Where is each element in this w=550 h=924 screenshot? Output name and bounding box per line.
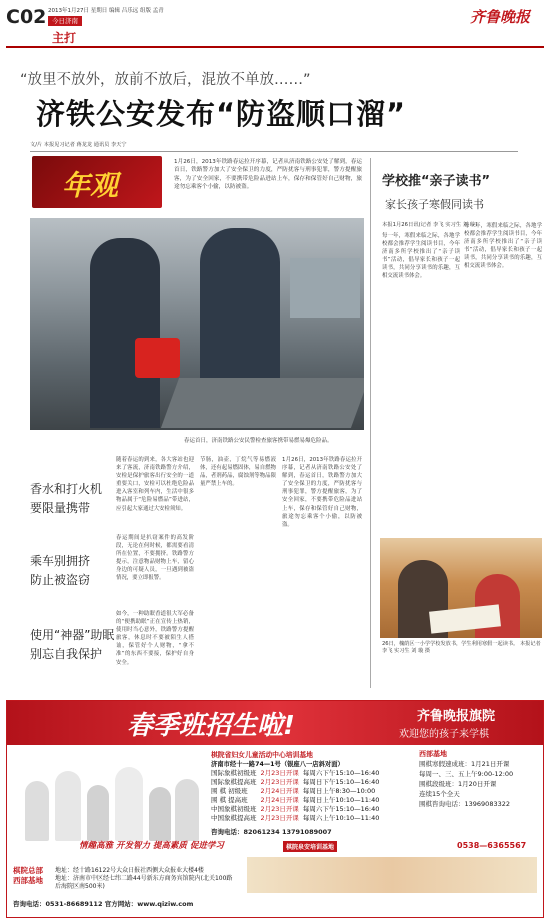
schedule-cell: 围 棋 提高班 <box>211 796 248 804</box>
right-text-2: 每一年，寒假来临之际，各地学校都会推荐学生阅读书目，今年济南多所学校推出了“亲子读书”活动，倡导家长和孩子一起读书，共同分享读书的乐趣，互相交流读书体会。 <box>464 223 542 270</box>
class-schedule <box>209 769 381 823</box>
schedule-cell: 每周日上午8:30—10:00 <box>302 787 376 795</box>
date-info: 2013年1月27日 星期日 编辑 吕乐远 组版 孟青 <box>48 8 164 14</box>
schedule-cell: 每周六上午10:10—11:40 <box>302 814 380 822</box>
schedule-cell: 2月23日开课 <box>260 769 299 777</box>
west-line: 围棋寒假速成班：1月21日开课 <box>419 760 510 768</box>
schedule-row <box>209 787 381 796</box>
officer-figure <box>90 238 160 428</box>
red-bucket <box>135 338 180 378</box>
section-tag: 今日济南 <box>48 16 82 26</box>
schedule-row <box>209 778 381 787</box>
ad-welcome: 欢迎您的孩子来学棋 <box>399 729 489 740</box>
schedule-row <box>209 769 381 778</box>
ad-phone: 咨询电话：82061234 13791089007 <box>211 828 332 836</box>
column-divider <box>370 158 371 688</box>
conveyor <box>161 378 364 428</box>
hq-label: 棋院总部 <box>13 866 43 875</box>
logo: 齐鲁晚报 <box>470 8 531 26</box>
schedule-cell: 国际象棋初级班 <box>211 769 257 777</box>
schedule-cell: 2月24日开课 <box>260 796 299 804</box>
col2-text: 节肠，油壶，丁烷气等易燃液体，还有起易燃固体，易自燃物品，者剂药品，腐蚀剂等物品限量严禁上车的。 <box>200 457 276 488</box>
schedule-cell: 每周六下午15:10—16:40 <box>302 769 380 777</box>
base-address: 济南市经十一路74—1号（银座八一店斜对面） <box>211 761 344 768</box>
section-title-2: 乘车别拥挤 防止被盗窃 <box>30 554 91 587</box>
section-text-3: 如今，一种助眠香道很大军必备的“便携助眠”正在宣传上热销，使用时当心意外，铁路警方提醒旅客，休息时不要被陌生人搭讪，保管好个人财物，“拿不准”的东西不要接，保护好自身安全。 <box>116 611 194 666</box>
schedule-cell: 中国象棋提高班 <box>211 814 257 822</box>
top-rule <box>6 46 544 48</box>
section-title-3: 使用“神器”助眠 别忘自我保护 <box>30 628 115 661</box>
schedule-cell: 2月23日开课 <box>260 805 299 813</box>
schedule-cell: 2月24日开课 <box>260 787 299 795</box>
schedule-cell: 2月23日开课 <box>260 778 299 786</box>
right-headline: 学校推“亲子读书” <box>382 174 491 189</box>
lead-intro: 1月26日，2013年铁路春运拉开序幕，记者从济南铁路公安处了解到，春运首日，铁路警方加大了安全保卫的力度，严防扰客与刑事犯罪，警方提醒旅客，为了安全回家，不要携带危险品进站上车，保存和保管好自己财物，旅途勿忘乘客个小偷，以防被盗。 <box>174 159 362 190</box>
schedule-cell: 国际象棋提高班 <box>211 778 257 786</box>
section-title-1: 香水和打火机 要限量携带 <box>30 482 103 515</box>
page-number: C02 <box>6 6 47 28</box>
spring-badge <box>32 156 162 208</box>
ad-brand: 齐鲁晚报旗院 <box>417 709 496 724</box>
lead-photo <box>30 218 364 430</box>
west-line: 连续15个全天 <box>419 790 460 798</box>
schedule-row <box>209 814 381 823</box>
schedule-cell: 每周日下午15:10—16:40 <box>302 778 380 786</box>
ad-headline: 春季班招生啦! <box>127 711 295 741</box>
west-lines <box>419 759 513 809</box>
headline: 济铁公安发布“防盗顺口溜” <box>36 97 407 131</box>
background-window <box>290 258 360 318</box>
schedule-cell: 每周六下午15:10—16:40 <box>302 805 380 813</box>
west-line: 围棋段级班：1月20日开课 <box>419 780 497 788</box>
divider <box>30 151 518 152</box>
west-line: 围棋咨询电话：13969083322 <box>419 800 510 808</box>
advertisement <box>6 700 544 918</box>
lixia-phone: 0538—6365567 <box>457 841 527 850</box>
schedule-cell: 中国象棋初级班 <box>211 805 257 813</box>
reading-photo-caption: 26日，槐荫区一小学学校发放书，学生利用寒假一起读书。 本报记者 李飞 实习生 刘 璇 摄 <box>382 641 541 654</box>
kicker: “放里不放外，放前不放后，混放不单放……” <box>20 72 311 88</box>
schedule-cell: 每周日上午10:10—11:40 <box>302 796 380 804</box>
lixia-label: 棋院泉安培训基地 <box>283 841 337 852</box>
ad-slogans: 情趣高雅 开发智力 提高素质 促进学习 <box>79 841 224 851</box>
west-address: 地址：济南市中区经七纬二路44号新东方商务宾馆院内(北关100路后海院区南500米) <box>55 875 233 890</box>
right-byline: 本报1月26日讯(记者 李飞 实习生 刘 璇) <box>382 222 478 228</box>
hq-address: 地址：经十路16122号大众日报社西侧大众报业大楼4楼 <box>55 867 204 874</box>
badge-text: 年观 <box>62 169 119 202</box>
section-text-1: 随着春运的到来，各大客站也迎来了客流，济南铁路警方介绍，安检是保护旅客出行安全的一道重要关口，安检可以杜绝危险品进入客室和列车内，生活中很多物品属于“危险易燃品”带进站，应引起大家通过大安检须知。 <box>116 457 194 512</box>
students-photo-strip <box>247 857 537 893</box>
base-title: 棋院省妇女儿童活动中心培训基地 <box>211 751 313 759</box>
right-subhead: 家长孩子寒假同读书 <box>385 198 484 211</box>
west-line: 每周一、三、五上午9:00-12:00 <box>419 770 514 778</box>
col3-text: 1月26日，2013年铁路春运拉开序幕，记者从济南铁路公安处了解到，春运首日，铁路警方加大了安全保卫的力度，严防扰客与刑事犯罪，警方提醒旅客，为了安全回家，不要携带危险品进站上车，保存和保管好自己财物，旅途勿忘乘客个小偷，以防被盗。 <box>282 457 362 528</box>
section-text-2: 春运期间是扒窃案件的高发阶段，无论在何时候，都需要看清所在位置，不要拥挤。铁路警方提示，注意物品财物上车，留心身边的可疑人员，一旦遇到被盗情况，要立即报警。 <box>116 535 194 582</box>
byline: 文/片 本报见习记者 蒋龙龙 通讯员 李天宁 <box>30 142 127 148</box>
lead-photo-caption: 春运首日，济南铁路公安民警检查旅客携带易燃易爆危险品。 <box>184 438 333 444</box>
ad-website: 咨询电话：0531-86689112 官方网站：www.qiziw.com <box>13 900 194 908</box>
west-label: 西部基地 <box>13 876 43 885</box>
schedule-row <box>209 796 381 805</box>
reading-photo <box>380 538 542 638</box>
right-text-1: 每一年，寒假来临之际，各地学校都会推荐学生阅读书目，今年济南多所学校推出了“亲子读书”活动，倡导家长和孩子一起读书，共同分享读书的乐趣，互相交流读书体会。 <box>382 233 460 280</box>
west-title: 西部基地 <box>419 750 447 758</box>
schedule-cell: 围 棋 初级班 <box>211 787 248 795</box>
chess-pieces-art <box>15 761 205 851</box>
schedule-cell: 2月23日开课 <box>260 814 299 822</box>
schedule-row <box>209 805 381 814</box>
sub-section: 主打 <box>52 31 77 45</box>
